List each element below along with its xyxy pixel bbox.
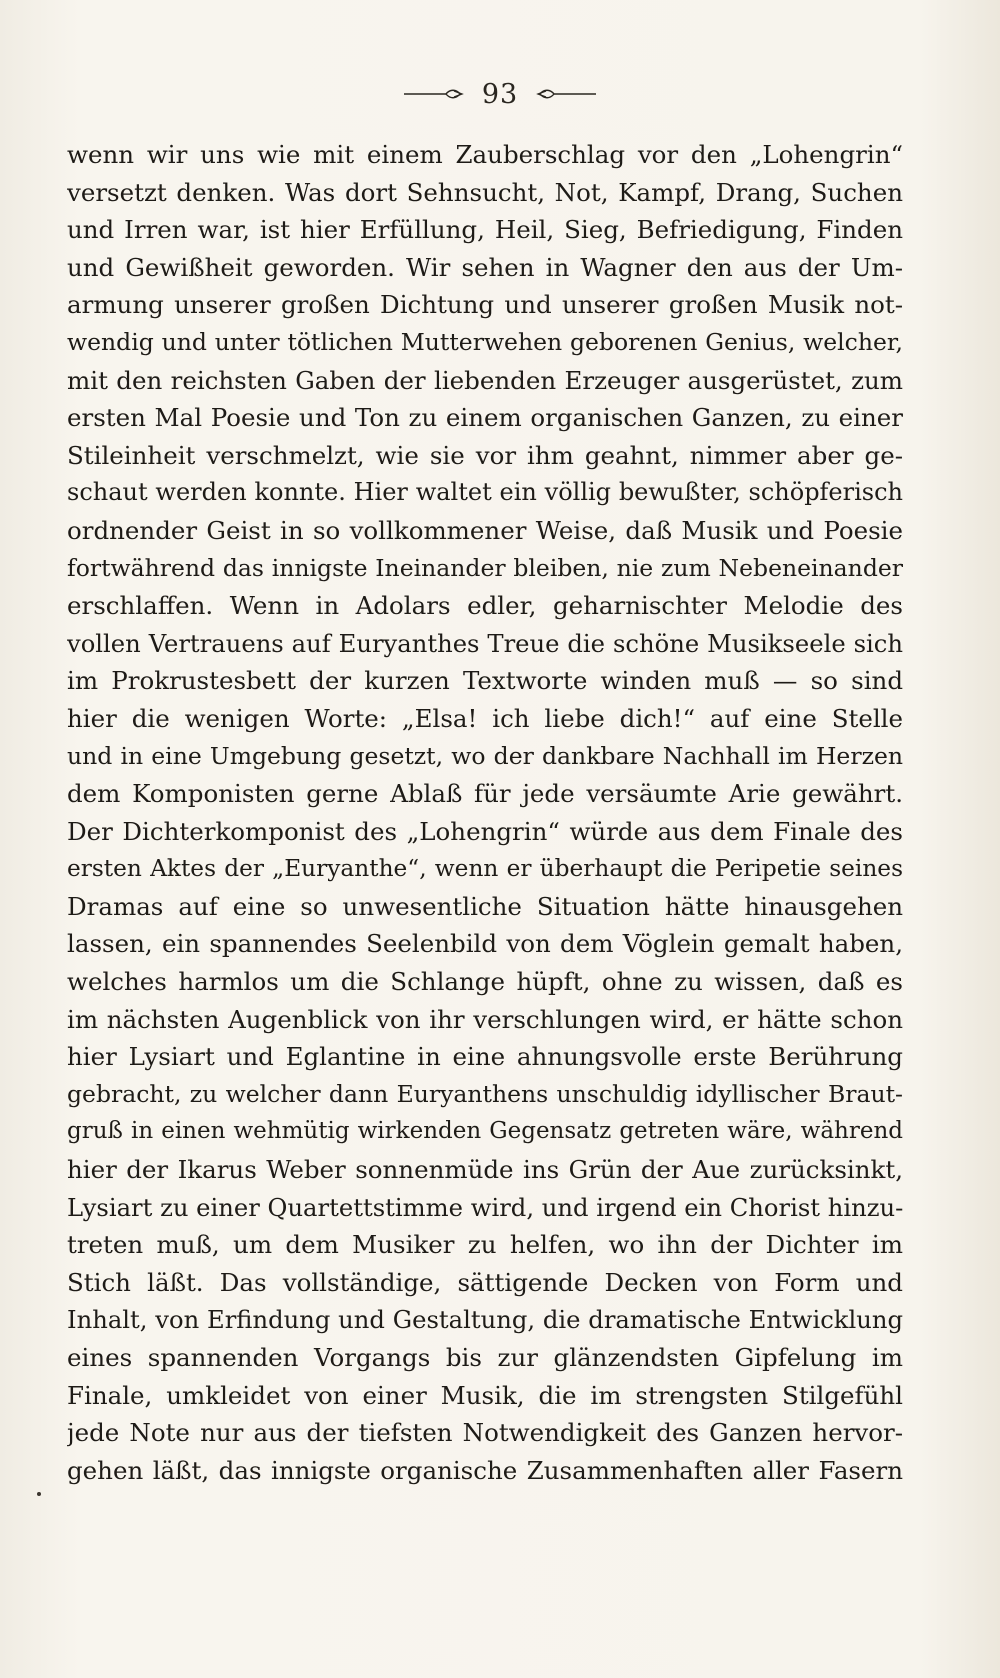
text-line: und in eine Umgebung gesetzt, wo der dankbare Nachhall im Herzen <box>67 741 903 770</box>
text-line: schaut werden konnte. Hier waltet ein völlig bewußter, schöpferisch <box>67 478 903 507</box>
text-line: und Irren war, ist hier Erfüllung, Heil, Sieg, Befriedigung, Finden <box>67 215 903 245</box>
text-line: welches harmlos um die Schlange hüpft, ohne zu wissen, daß es <box>67 967 903 997</box>
text-line: hier die wenigen Worte: „Elsa! ich liebe dich!“ auf eine Stelle <box>67 703 903 733</box>
text-line: eines spannenden Vorgangs bis zur glänzendsten Gipfelung im <box>67 1343 903 1372</box>
text-line: gruß in einen wehmütig wirkenden Gegensatz getreten wäre, während <box>67 1118 903 1145</box>
text-line: versetzt denken. Was dort Sehnsucht, Not, Kampf, Drang, Suchen <box>67 177 903 207</box>
text-line: hier der Ikarus Weber sonnenmüde ins Grün der Aue zurücksinkt, <box>67 1155 903 1185</box>
text-line: und Gewißheit geworden. Wir sehen in Wagner den aus der Um- <box>67 252 903 282</box>
text-line: im nächsten Augenblick von ihr verschlungen wird, er hätte schon <box>67 1004 903 1034</box>
text-line: armung unserer großen Dichtung und unserer großen Musik not- <box>67 290 903 320</box>
text-line: Lysiart zu einer Quartettstimme wird, und irgend ein Chorist hinzu- <box>67 1192 903 1222</box>
ink-speck <box>37 1492 41 1496</box>
text-line: gehen läßt, das innigste organische Zusammenhaften aller Fasern <box>67 1455 903 1485</box>
page-number: 93 <box>481 78 519 110</box>
text-line: wenn wir uns wie mit einem Zauberschlag vor den „Lohengrin“ <box>67 140 903 169</box>
text-line: erschlaffen. Wenn in Adolars edler, geharnischter Melodie des <box>67 591 903 621</box>
text-line: Stileinheit verschmelzt, wie sie vor ihm geahnt, nimmer aber ge- <box>67 440 903 470</box>
text-line: treten muß, um dem Musiker zu helfen, wo ihn der Dichter im <box>67 1230 903 1260</box>
text-line: fortwährend das innigste Ineinander bleiben, nie zum Nebeneinander <box>67 553 903 582</box>
text-line: hier Lysiart und Eglantine in eine ahnungsvolle erste Berührung <box>67 1042 903 1072</box>
text-line: Inhalt, von Erfindung und Gestaltung, die dramatische Entwicklung <box>67 1305 903 1335</box>
left-ornament-icon <box>402 86 464 102</box>
text-line: vollen Vertrauens auf Euryanthes Treue die schöne Musikseele sich <box>67 628 903 658</box>
text-line: ordnender Geist in so vollkommener Weise, daß Musik und Poesie <box>67 515 903 545</box>
text-line: ersten Aktes der „Euryanthe“, wenn er überhaupt die Peripetie seines <box>67 855 903 883</box>
text-line: jede Note nur aus der tiefsten Notwendigkeit des Ganzen hervor- <box>67 1418 903 1448</box>
right-ornament-icon <box>536 86 598 102</box>
text-line: Stich läßt. Das vollständige, sättigende Decken von Form und <box>67 1267 903 1297</box>
text-line: lassen, ein spannendes Seelenbild von dem Vöglein gemalt haben, <box>67 929 903 959</box>
page-header <box>0 72 1000 116</box>
body-text <box>67 136 903 1489</box>
text-line: dem Komponisten gerne Ablaß für jede versäumte Arie gewährt. <box>67 779 903 809</box>
text-line: Finale, umkleidet von einer Musik, die im strengsten Stilgefühl <box>67 1380 903 1410</box>
text-line: im Prokrustesbett der kurzen Textworte winden muß — so sind <box>67 666 903 696</box>
text-line: Dramas auf eine so unwesentliche Situation hätte hinausgehen <box>67 891 903 921</box>
text-line: ersten Mal Poesie und Ton zu einem organischen Ganzen, zu einer <box>67 403 903 433</box>
text-line: gebracht, zu welcher dann Euryanthens unschuldig idyllischer Braut- <box>67 1079 903 1108</box>
text-line: Der Dichterkomponist des „Lohengrin“ würde aus dem Finale des <box>67 816 903 846</box>
text-line: wendig und unter tötlichen Mutterwehen geborenen Genius, welcher, <box>67 327 903 356</box>
text-line: mit den reichsten Gaben der liebenden Erzeuger ausgerüstet, zum <box>67 365 903 395</box>
